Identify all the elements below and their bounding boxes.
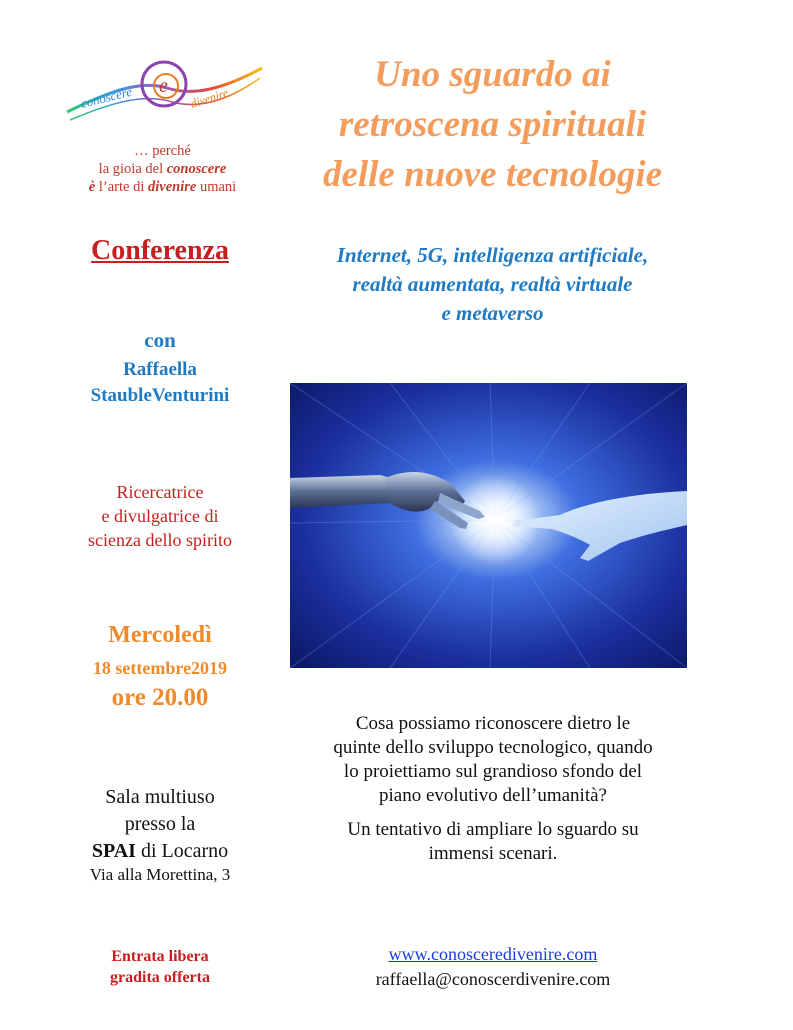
tagline-emph-conoscere: conoscere: [166, 161, 227, 177]
venue-place: [40, 838, 280, 865]
venue-place-bold: SPAI: [91, 840, 136, 862]
logo-word-left: conoscere: [79, 83, 134, 111]
venue-line1: Sala multiuso: [105, 786, 215, 808]
tagline-line3-mid: l’arte di: [95, 179, 148, 195]
venue-line2: presso la: [124, 813, 196, 835]
subtitle-line1: Internet, 5G, intelligenza artificiale,: [336, 243, 649, 267]
speaker-role: [40, 480, 280, 552]
description-line5: Un tentativo di ampliare lo sguardo su: [347, 819, 639, 840]
title-line2: retroscena spirituali: [338, 104, 647, 145]
title-line3: delle nuove tecnologie: [322, 154, 663, 195]
page-title: [285, 50, 700, 200]
subtitle-line2: realtà aumentata, realtà virtuale: [352, 272, 633, 296]
event-date: 18 settembre2019: [92, 658, 228, 678]
tagline-emph-e: è: [88, 179, 96, 195]
tagline-emph-divenire: divenire: [147, 179, 197, 195]
event-day: Mercoledì: [108, 622, 212, 648]
event-type-heading: Conferenza: [91, 235, 229, 266]
description-line1: Cosa possiamo riconoscere dietro le: [355, 713, 631, 734]
tagline-line3: [30, 178, 295, 196]
role-line2: e divulgatrice di: [101, 506, 219, 526]
subtitle-line3: e metaverso: [441, 301, 544, 325]
robot-human-hands-image: [290, 383, 687, 668]
speaker-name: [40, 357, 280, 409]
description-line3: lo proiettiamo sul grandioso sfondo del: [343, 761, 643, 782]
entry-line2: gradita offerta: [110, 969, 210, 986]
contact-email: raffaella@conoscerdivenire.com: [375, 969, 611, 989]
description-line2: quinte dello sviluppo tecnologico, quando: [333, 737, 653, 758]
website-link[interactable]: www.conosceredivenire.com: [388, 944, 598, 964]
tagline-line1: … perché: [134, 143, 191, 159]
event-with: con: [144, 328, 176, 352]
venue-address: Via alla Morettina, 3: [89, 865, 231, 884]
venue: [40, 784, 280, 865]
event-description: [298, 712, 688, 866]
role-line1: Ricercatrice: [116, 482, 204, 502]
tagline-line2-prefix: la gioia del: [98, 161, 167, 177]
speaker-first-name: Raffaella: [123, 359, 197, 380]
event-time: ore 20.00: [111, 684, 209, 711]
subtitle: [280, 241, 705, 328]
tagline-line2: [30, 160, 295, 178]
tagline: [30, 142, 295, 196]
conoscere-divenire-logo: [62, 50, 267, 140]
entry-info: [40, 946, 280, 988]
entry-line1: Entrata libera: [111, 948, 209, 965]
description-line4: piano evolutivo dell’umanità?: [379, 785, 607, 806]
role-line3: scienza dello spirito: [88, 530, 232, 550]
logo-letter: e: [159, 75, 168, 97]
tagline-line3-suffix: umani: [196, 179, 237, 195]
description-line6: immensi scenari.: [428, 843, 558, 864]
speaker-last-name: StaubleVenturini: [90, 385, 230, 406]
venue-place-rest: di Locarno: [135, 840, 229, 862]
logo-word-right: divenire: [188, 85, 230, 111]
title-line1: Uno sguardo ai: [374, 54, 611, 95]
